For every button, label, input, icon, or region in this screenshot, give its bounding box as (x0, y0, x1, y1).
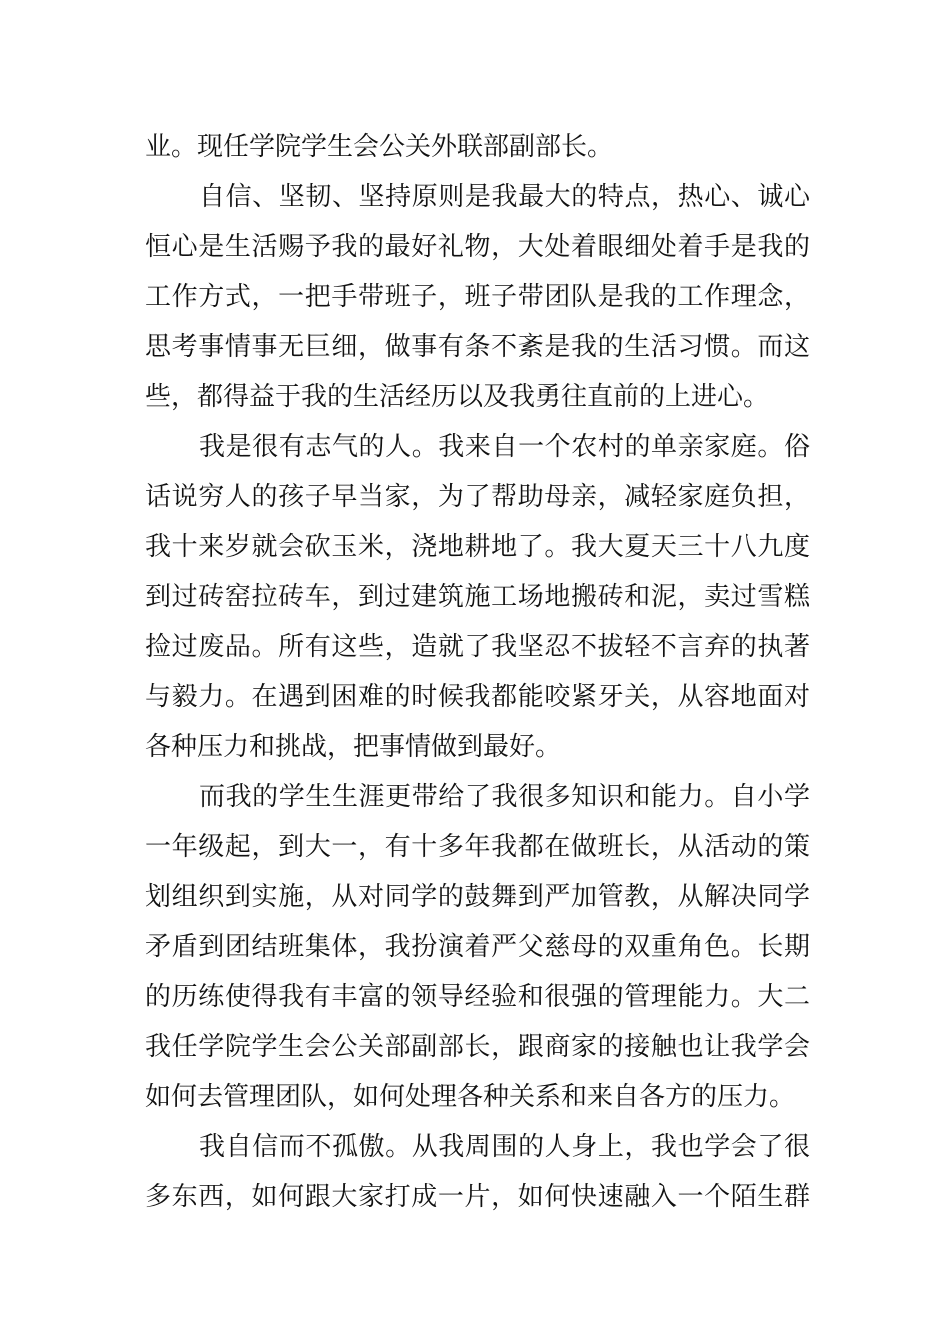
text-line: 如何去管理团队，如何处理各种关系和来自各方的压力。 (145, 1082, 796, 1112)
text-line: 的历练使得我有丰富的领导经验和很强的管理能力。大二 (145, 982, 810, 1012)
text-line: 一年级起，到大一，有十多年我都在做班长，从活动的策 (145, 832, 810, 862)
paragraph-first-line: 自信、坚韧、坚持原则是我最大的特点，热心、诚心 (199, 182, 810, 212)
text-line: 我十来岁就会砍玉米，浇地耕地了。我大夏天三十八九度 (145, 532, 810, 562)
text-line: 话说穷人的孩子早当家，为了帮助母亲，减轻家庭负担， (145, 482, 810, 512)
text-line: 到过砖窑拉砖车，到过建筑施工场地搬砖和泥，卖过雪糕 (145, 582, 810, 612)
text-line: 思考事情事无巨细，做事有条不紊是我的生活习惯。而这 (145, 332, 810, 362)
text-line: 恒心是生活赐予我的最好礼物，大处着眼细处着手是我的 (145, 232, 810, 262)
text-line: 划组织到实施，从对同学的鼓舞到严加管教，从解决同学 (145, 882, 810, 912)
text-line: 与毅力。在遇到困难的时候我都能咬紧牙关，从容地面对 (145, 682, 810, 712)
text-line: 些，都得益于我的生活经历以及我勇往直前的上进心。 (145, 382, 770, 412)
body-text (145, 122, 810, 1222)
paragraph-first-line: 我自信而不孤傲。从我周围的人身上，我也学会了很 (199, 1132, 810, 1162)
text-line: 业。现任学院学生会公关外联部副部长。 (145, 132, 614, 162)
text-line: 工作方式，一把手带班子，班子带团队是我的工作理念， (145, 282, 810, 312)
text-line: 多东西，如何跟大家打成一片，如何快速融入一个陌生群 (145, 1182, 810, 1212)
text-line: 矛盾到团结班集体，我扮演着严父慈母的双重角色。长期 (145, 932, 810, 962)
text-line: 捡过废品。所有这些，造就了我坚忍不拔轻不言弃的执著 (145, 632, 810, 662)
paragraph-first-line: 而我的学生生涯更带给了我很多知识和能力。自小学 (199, 782, 810, 812)
paragraph-first-line: 我是很有志气的人。我来自一个农村的单亲家庭。俗 (199, 432, 810, 462)
text-line: 我任学院学生会公关部副部长，跟商家的接触也让我学会 (145, 1032, 810, 1062)
text-line: 各种压力和挑战，把事情做到最好。 (145, 732, 562, 762)
